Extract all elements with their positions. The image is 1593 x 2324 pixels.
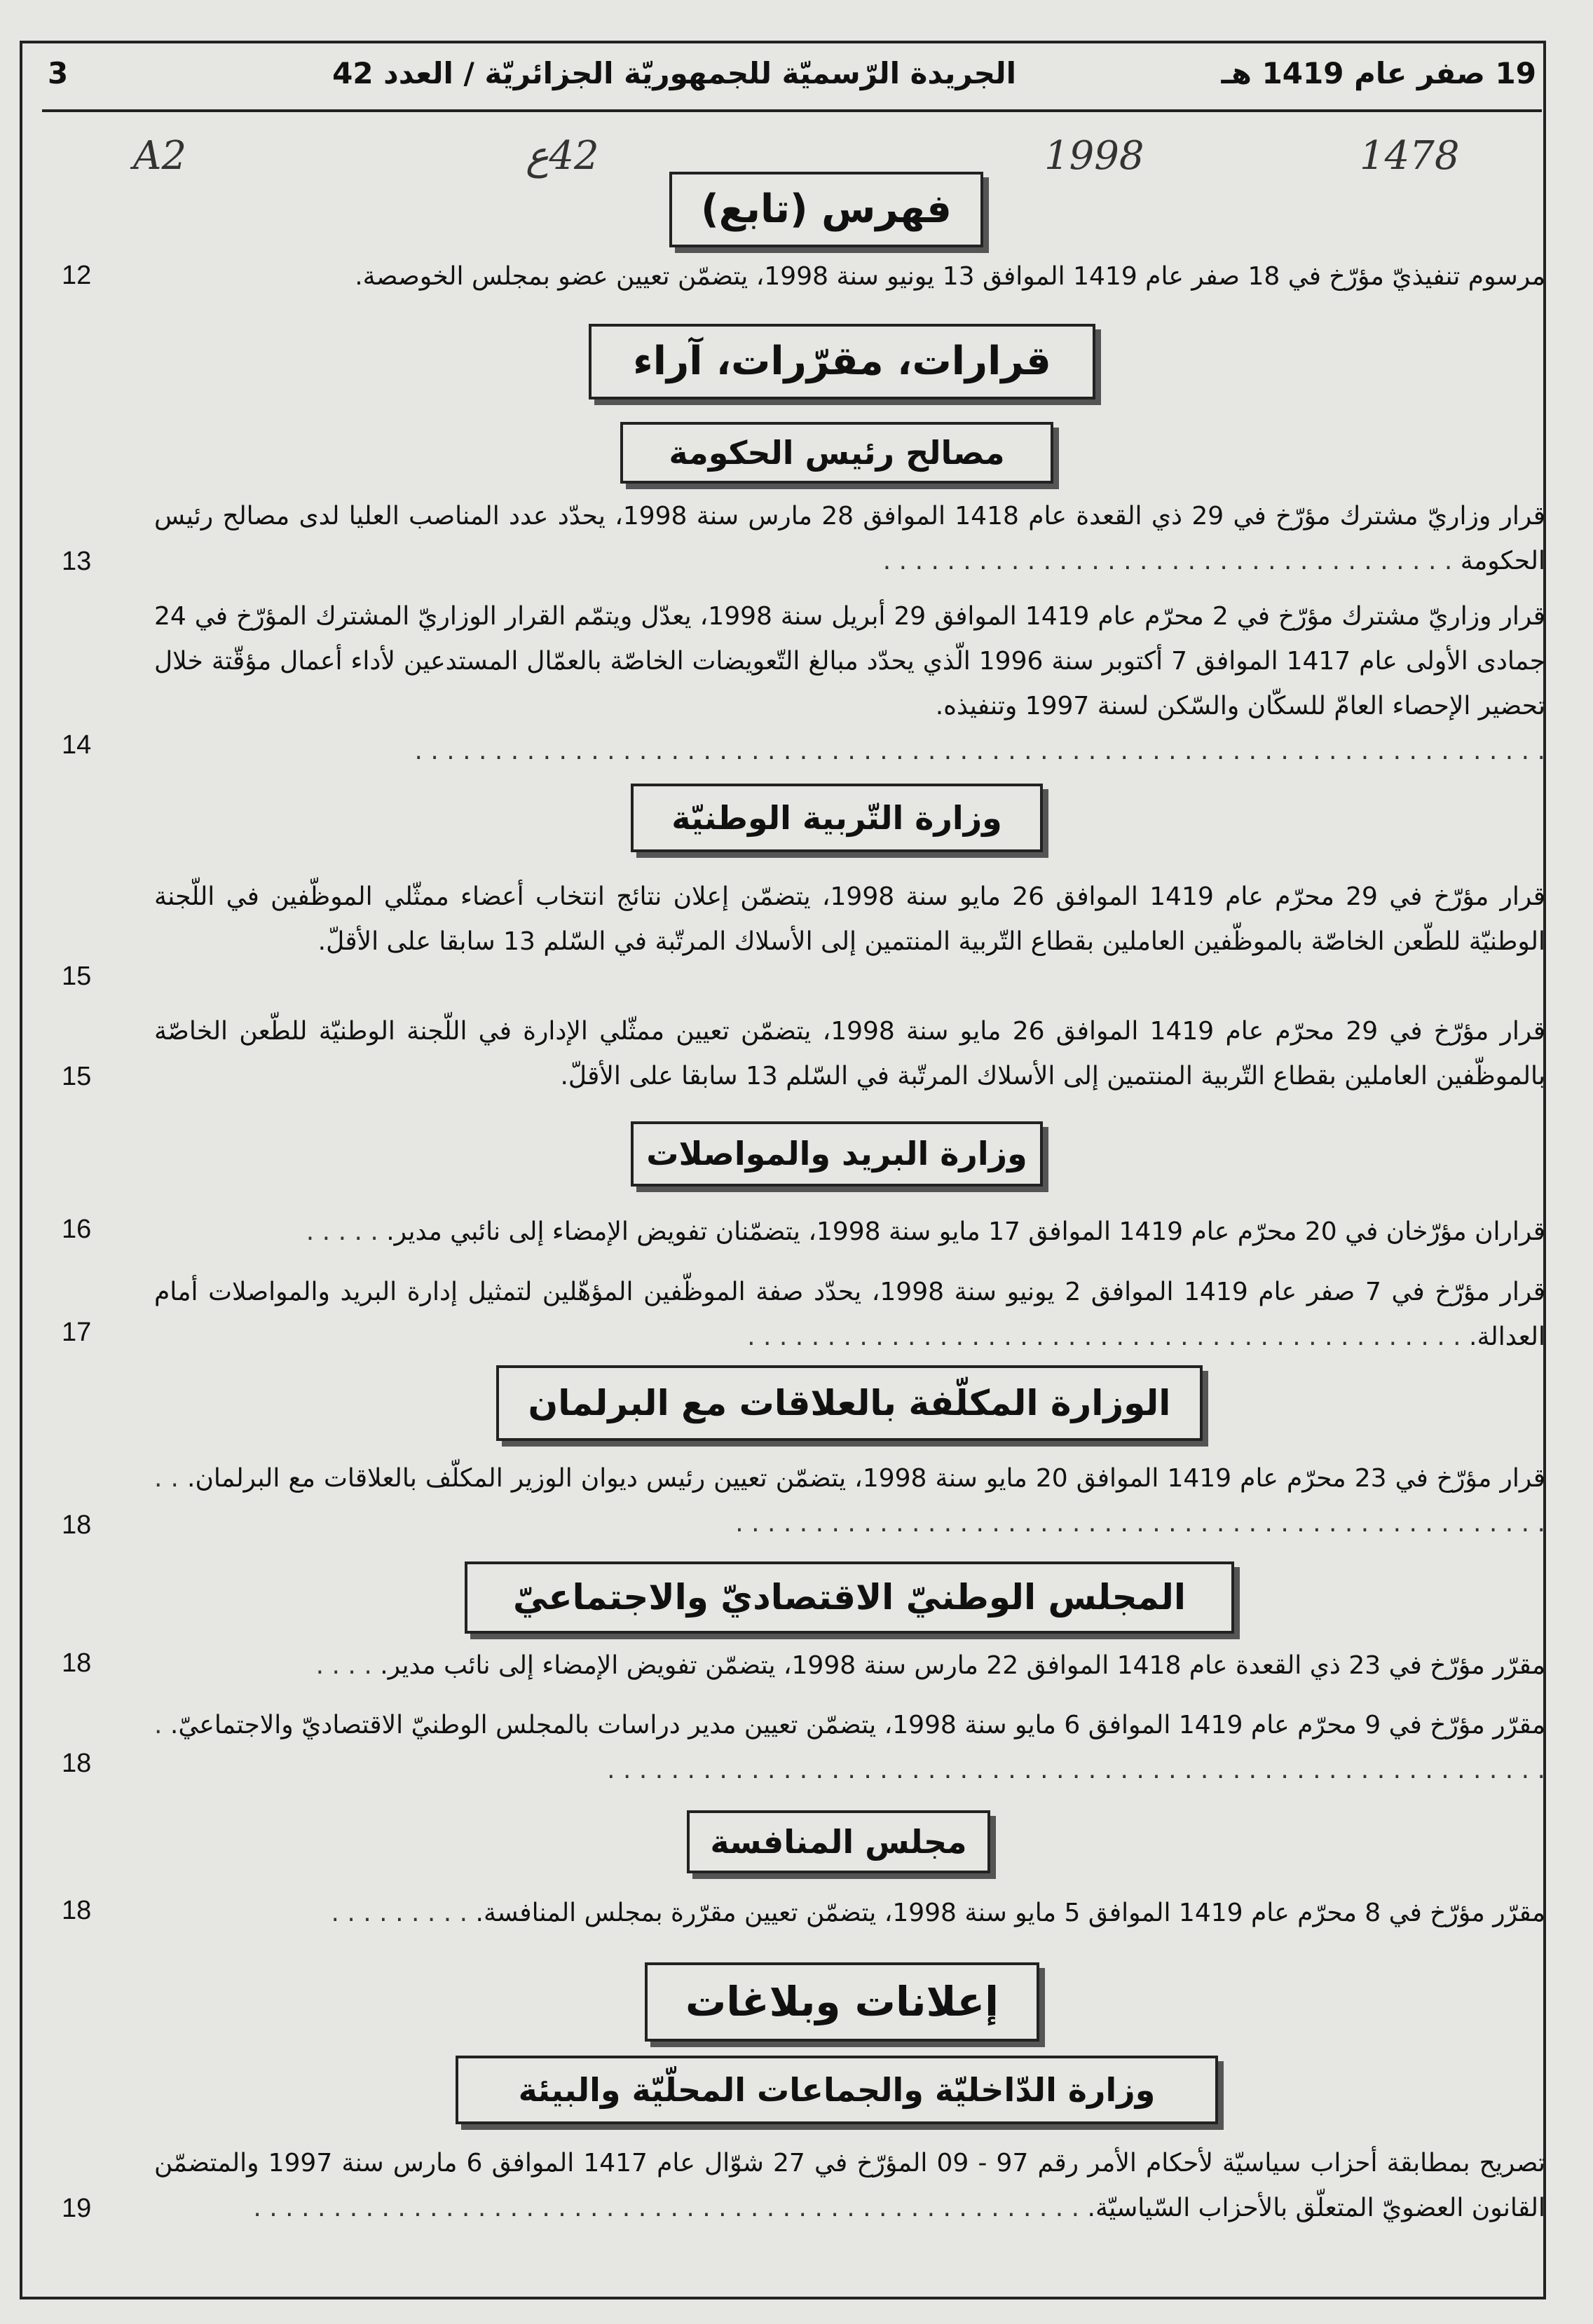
list-item: قرار مؤرّخ في 23 محرّم عام 1419 الموافق 20 مايو سنة 1998، يتضمّن تعيين رئيس ديوان الوزير المكلّف بالعلاقات مع البرلمان. . . . . . . . . . . . . . . . . . . . . . . . . . . . . . . . . . . . . . . . . . . . . . . . . . . . . . [154, 1464, 1545, 1538]
entry-page-number: 18 [62, 1749, 92, 1778]
list-item: مقرّر مؤرّخ في 23 ذي القعدة عام 1418 الموافق 22 مارس سنة 1998، يتضمّن تفويض الإمضاء إلى نائب مدير. . . . . [315, 1651, 1545, 1680]
list-item: قرار مؤرّخ في 7 صفر عام 1419 الموافق 2 يونيو سنة 1998، يحدّد صفة الموظّفين المؤهّلين لتمثيل إدارة البريد والمواصلات أمام العدالة. . . . . . . . . . . . . . . . . . . . . . . . . . . . . . . . . . . . . . . . . . . . . . [154, 1278, 1545, 1351]
list-item: مقرّر مؤرّخ في 9 محرّم عام 1419 الموافق 6 مايو سنة 1998، يتضمّن تعيين مدير دراسات بالمجلس الوطنيّ الاقتصاديّ والاجتماعيّ. . . . . . . . . . . . . . . . . . . . . . . . . . . . . . . . . . . . . . . . . . . . . . . . . . . . . . . . . . . . . [154, 1711, 1545, 1784]
section-decisions: قرارات، مقرّرات، آراء [589, 324, 1095, 399]
entry-page-number: 14 [62, 730, 92, 760]
section-competition: مجلس المنافسة [687, 1810, 990, 1873]
handwritten-note-1: A2 [133, 133, 187, 179]
section-cnes: المجلس الوطنيّ الاقتصاديّ والاجتماعيّ [465, 1561, 1234, 1634]
section-parliament: الوزارة المكلّفة بالعلاقات مع البرلمان [496, 1365, 1203, 1441]
entry-page-number: 15 [62, 1062, 92, 1091]
section-interior: وزارة الدّاخليّة والجماعات المحلّيّة والبيئة [456, 2056, 1218, 2124]
entry-page-number: 18 [62, 1648, 92, 1678]
header-date: 19 صفر عام 1419 هـ [1221, 56, 1536, 90]
list-item: قرار وزاريّ مشترك مؤرّخ في 29 ذي القعدة عام 1418 الموافق 28 مارس سنة 1998، يحدّد عدد المناصب العليا لدى مصالح رئيس الحكومة . . . . . . . . . . . . . . . . . . . . . . . . . . . . . . . . . . . . [154, 502, 1545, 575]
section-index-continued: فهرس (تابع) [669, 172, 983, 247]
list-item: قرار مؤرّخ في 29 محرّم عام 1419 الموافق 26 مايو سنة 1998، يتضمّن إعلان نتائج انتخاب أعضاء ممثّلي الموظّفين في اللّجنة الوطنيّة للطّعن الخاصّة بالموظّفين العاملين بقطاع التّربية المنتمين إلى الأسلاك المرتّبة في السّلم 13 سابقا على الأقلّ. [154, 882, 1545, 956]
entry-page-number: 18 [62, 1510, 92, 1540]
entry-page-number: 13 [62, 547, 92, 576]
handwritten-note-3: 1998 [1044, 133, 1144, 179]
list-item: مرسوم تنفيذيّ مؤرّخ في 18 صفر عام 1419 الموافق 13 يونيو سنة 1998، يتضمّن تعيين عضو بمجلس الخوصصة. [355, 262, 1545, 291]
section-post: وزارة البريد والمواصلات [631, 1121, 1043, 1187]
handwritten-note-4: 1478 [1360, 133, 1460, 179]
page-header [42, 41, 1542, 112]
section-announcements: إعلانات وبلاغات [645, 1962, 1039, 2042]
list-item: مقرّر مؤرّخ في 8 محرّم عام 1419 الموافق 5 مايو سنة 1998، يتضمّن تعيين مقرّرة بمجلس المنافسة. . . . . . . . . . [331, 1899, 1545, 1927]
entry-page-number: 19 [62, 2194, 92, 2223]
entry-page-number: 15 [62, 962, 92, 991]
entry-page-number: 17 [62, 1318, 92, 1347]
list-item: قرار وزاريّ مشترك مؤرّخ في 2 محرّم عام 1419 الموافق 29 أبريل سنة 1998، يعدّل ويتمّم القرار الوزاريّ المشترك المؤرّخ في 24 جمادى الأولى عام 1417 الموافق 7 أكتوبر سنة 1996 الّذي يحدّد مبالغ التّعويضات الخاصّة بالعمّال المستدعين لأداء أعمال مؤقّتة خلال تحضير الإحصاء العامّ للسكّان والسّكن لسنة 1997 وتنفيذه. . . . . . . . . . . . . . . . . . . . . . . . . . . . . . . . . . . . . . . . . . . . . . . . . . . . . . . . . . . . . . . . . . . . . . . . [154, 602, 1545, 765]
list-item: قرار مؤرّخ في 29 محرّم عام 1419 الموافق 26 مايو سنة 1998، يتضمّن تعيين ممثّلي الإدارة في اللّجنة الوطنيّة للطّعن الخاصّة بالموظّفين العاملين بقطاع التّربية المنتمين إلى الأسلاك المرتّبة في السّلم 13 سابقا على الأقلّ. [154, 1017, 1545, 1091]
header-page-number: 3 [48, 56, 69, 90]
entry-page-number: 12 [62, 261, 92, 290]
list-item: قراران مؤرّخان في 20 محرّم عام 1419 الموافق 17 مايو سنة 1998، يتضمّنان تفويض الإمضاء إلى نائبي مدير. . . . . . [306, 1217, 1545, 1246]
section-education: وزارة التّربية الوطنيّة [631, 784, 1043, 852]
header-title: الجريدة الرّسميّة للجمهوريّة الجزائريّة / العدد 42 [332, 56, 1016, 90]
handwritten-note-2: 42ع [526, 133, 599, 179]
section-government-head: مصالح رئيس الحكومة [620, 422, 1053, 484]
list-item: تصريح بمطابقة أحزاب سياسيّة لأحكام الأمر رقم 97 - 09 المؤرّخ في 27 شوّال عام 1417 الموافق 6 مارس سنة 1997 والمتضمّن القانون العضويّ المتعلّق بالأحزاب السّياسيّة. . . . . . . . . . . . . . . . . . . . . . . . . . . . . . . . . . . . . . . . . . . . . . . . . . . . . [154, 2149, 1545, 2222]
entry-page-number: 16 [62, 1215, 92, 1244]
entry-page-number: 18 [62, 1896, 92, 1925]
